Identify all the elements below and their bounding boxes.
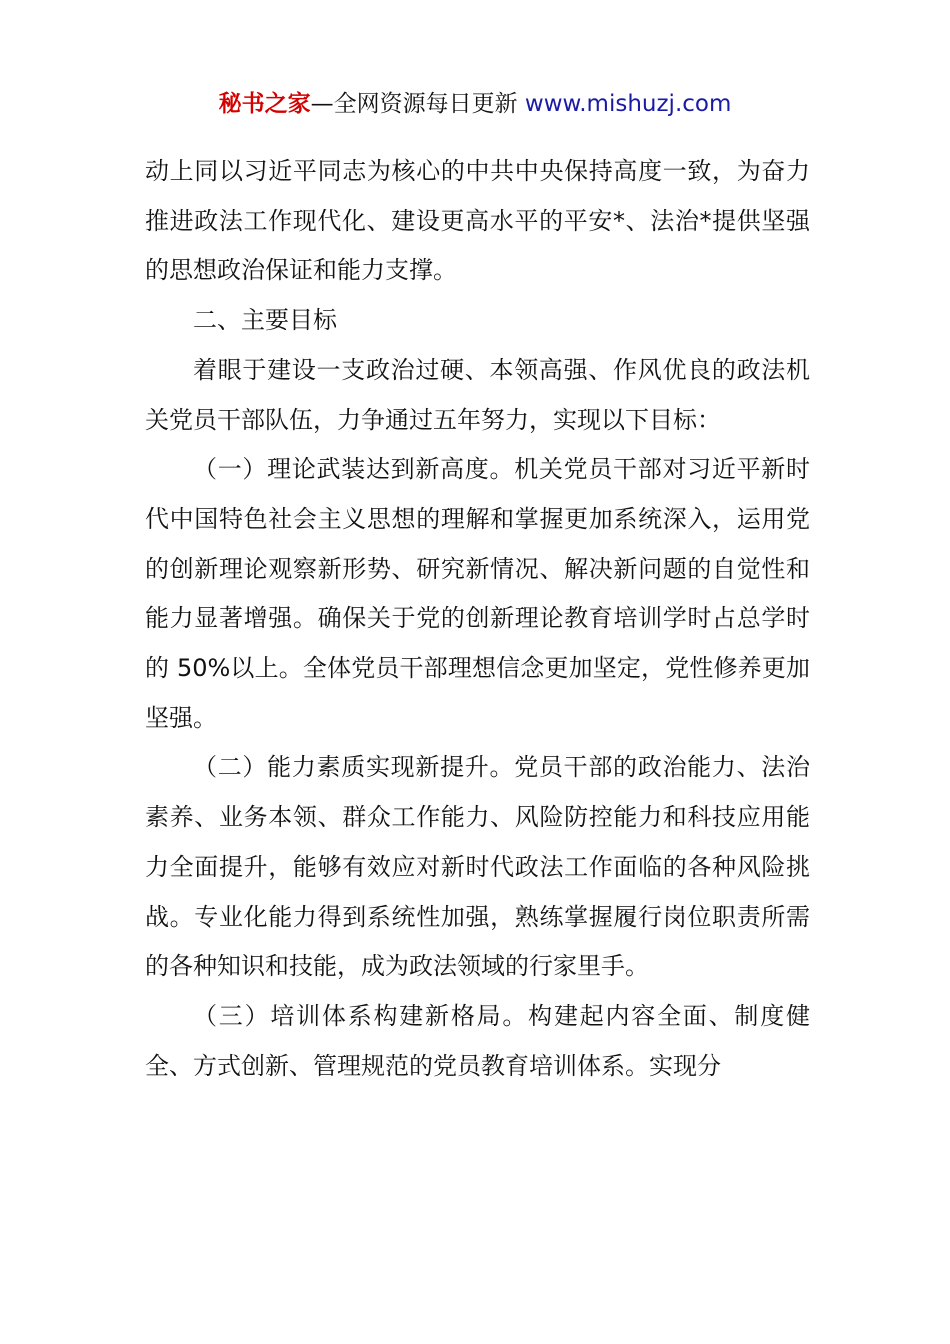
site-header [0, 88, 950, 120]
site-url-link[interactable]: www.mishuzj.com [524, 91, 732, 117]
paragraph-goal-2: （二）能力素质实现新提升。党员干部的政治能力、法治素养、业务本领、群众工作能力、风险防控能力和科技应用能力全面提升，能够有效应对新时代政法工作面临的各种风险挑战。专业化能力得到系统性加强，熟练掌握履行岗位职责所需的各种知识和技能，成为政法领域的行家里手。 [145, 753, 810, 981]
site-tagline: —全网资源每日更新 [310, 91, 518, 117]
paragraph-goals-intro: 着眼于建设一支政治过硬、本领高强、作风优良的政法机关党员干部队伍，力争通过五年努力，实现以下目标： [145, 355, 810, 434]
document-body [145, 147, 810, 1091]
paragraph-goal-1: （一）理论武装达到新高度。机关党员干部对习近平新时代中国特色社会主义思想的理解和掌握更加系统深入，运用党的创新理论观察新形势、研究新情况、解决新问题的自觉性和能力显著增强。确保关于党的创新理论教育培训学时占总学时的 50%以上。全体党员干部理想信念更加坚定，党性修养更加坚强。 [145, 455, 810, 732]
site-brand: 秘书之家 [218, 91, 311, 117]
paragraph-continuation: 动上同以习近平同志为核心的中共中央保持高度一致，为奋力推进政法工作现代化、建设更高水平的平安*、法治*提供坚强的思想政治保证和能力支撑。 [145, 157, 810, 285]
paragraph-goal-3: （三）培训体系构建新格局。构建起内容全面、制度健全、方式创新、管理规范的党员教育培训体系。实现分 [145, 1001, 810, 1080]
section-heading-main-goals: 二、主要目标 [193, 306, 337, 335]
